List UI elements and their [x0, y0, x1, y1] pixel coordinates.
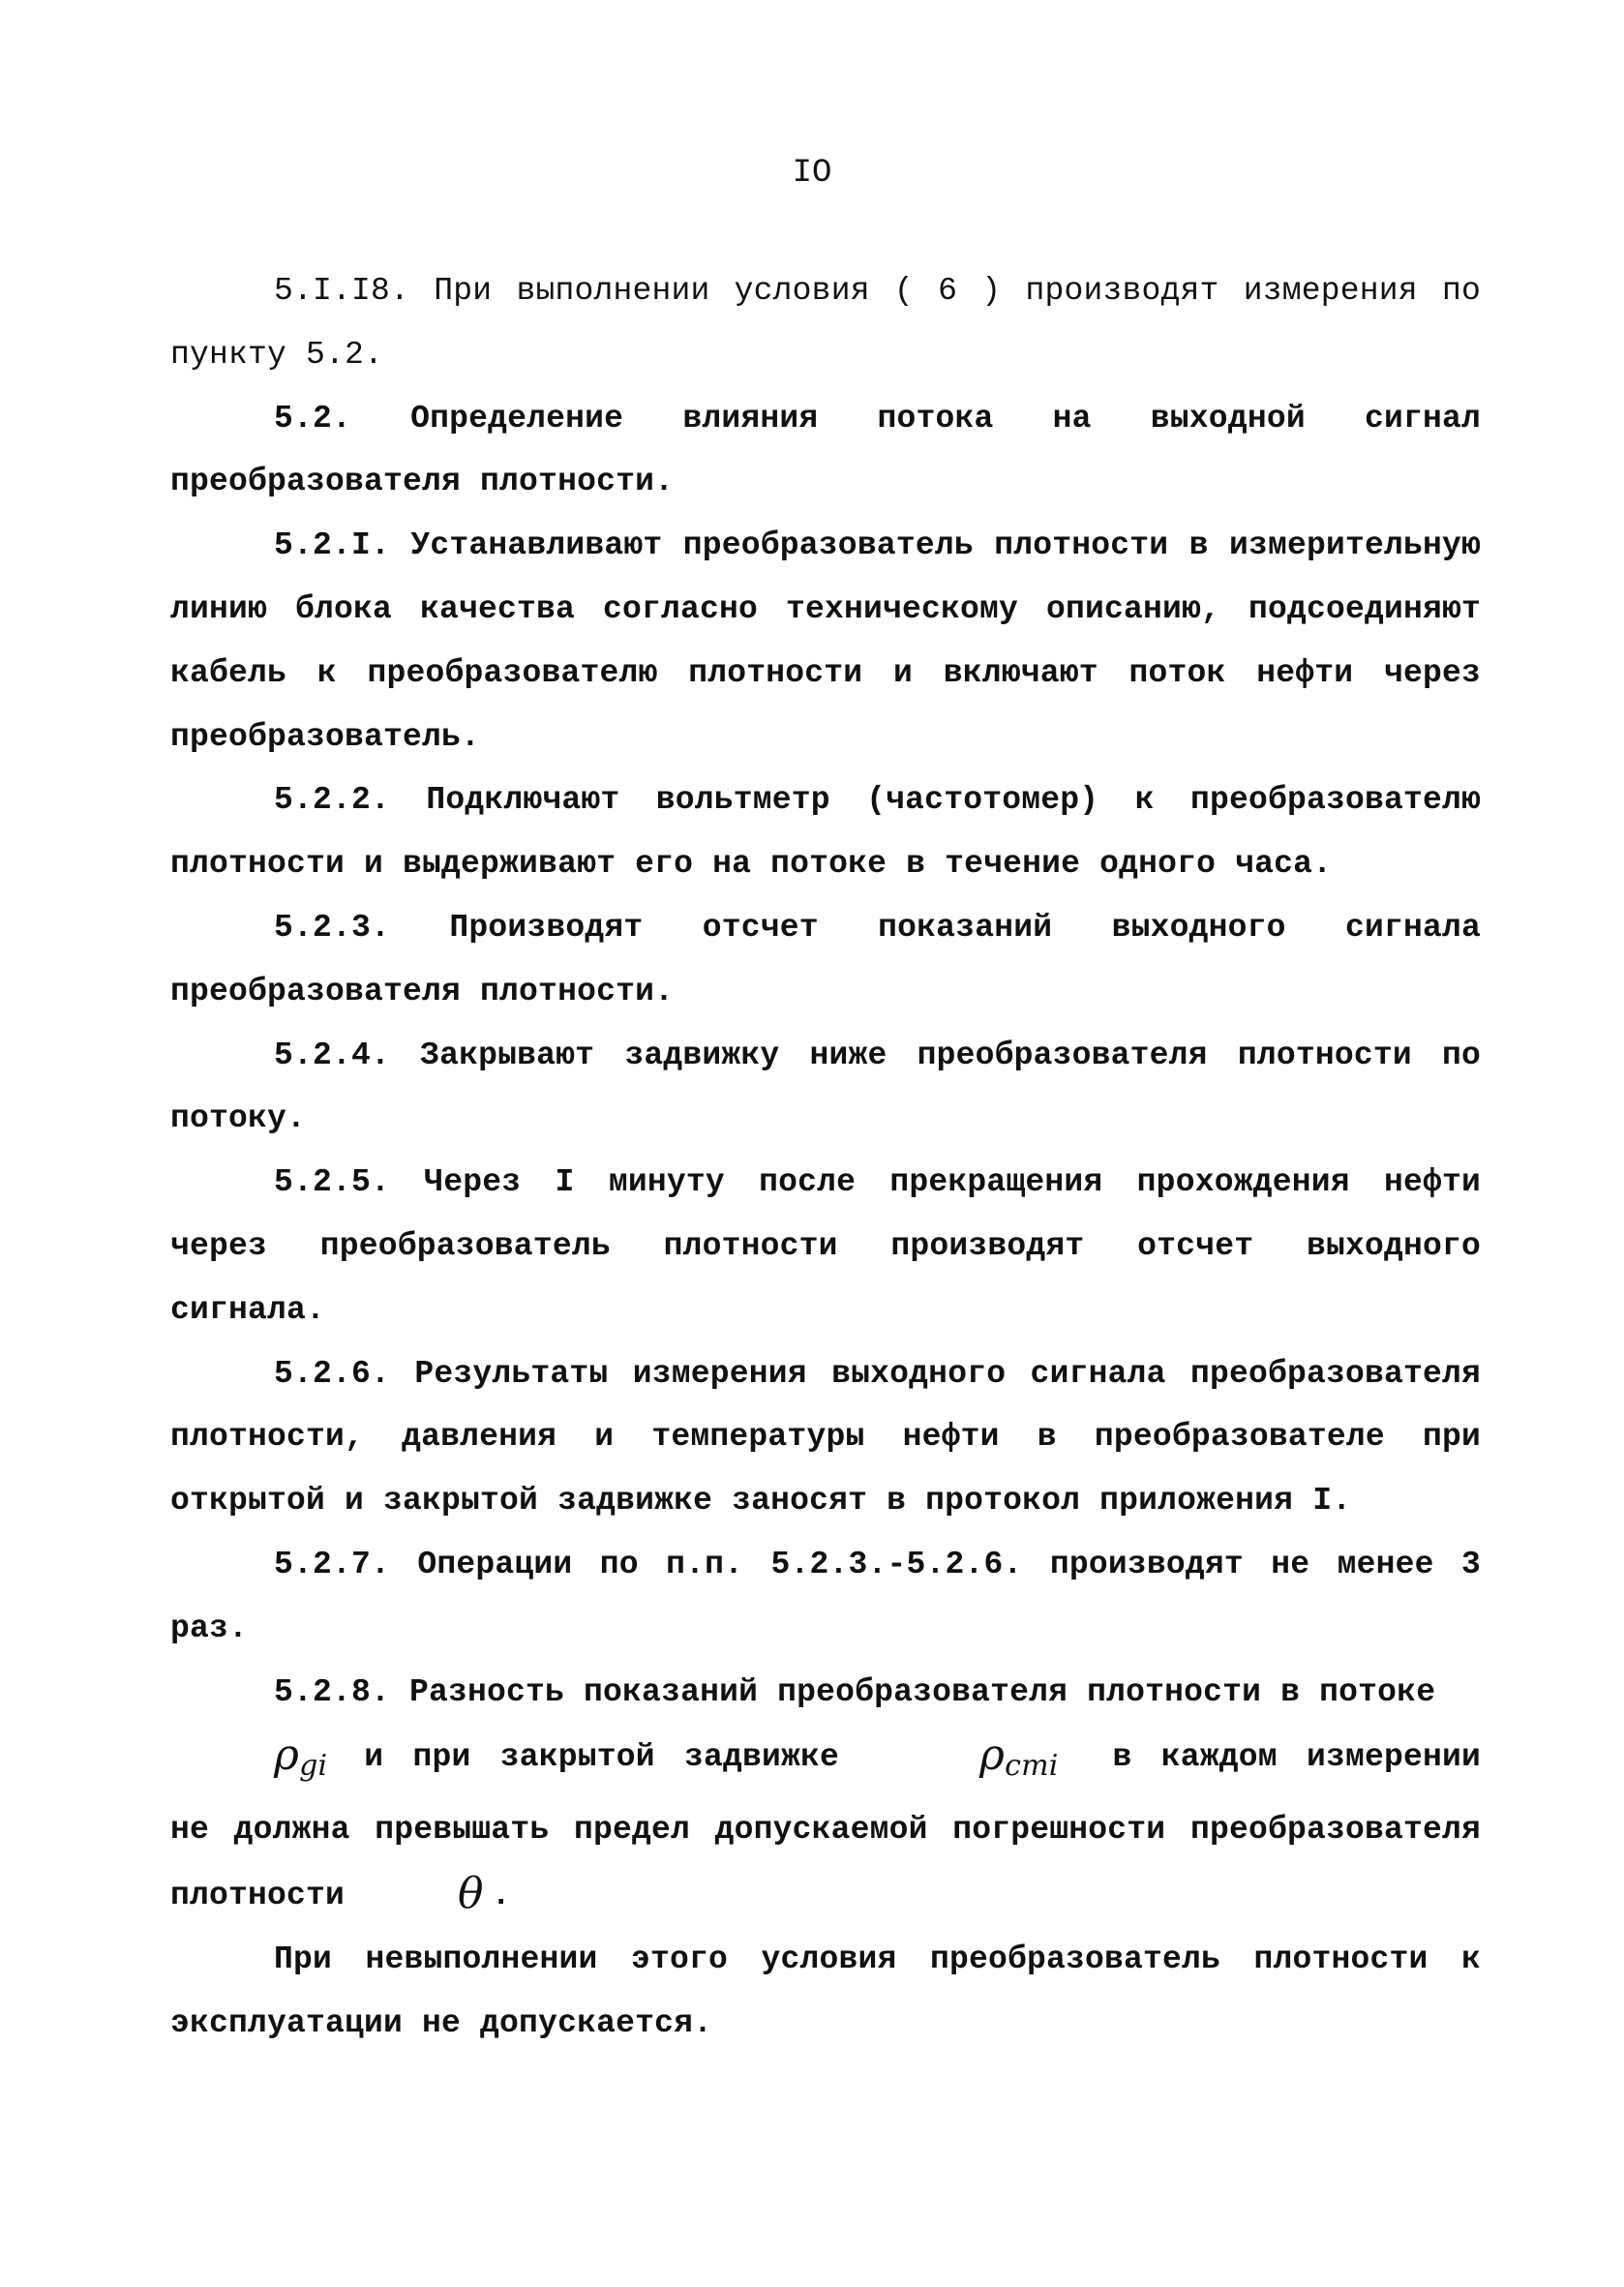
- paragraph-5-2-8-part3: в каждом измерении не должна превышать предел допускаемой погрешности преобразователя плотности: [170, 1739, 1481, 1913]
- paragraph-5-2-5: 5.2.5. Через I минуту после прекращения прохождения нефти через преобразователь плотности производят отсчет выходного сигнала.: [170, 1164, 1481, 1328]
- paragraph-5-2-3: 5.2.3. Производят отсчет показаний выходного сигнала преобразователя плотности.: [170, 909, 1481, 1009]
- rho-closed-subscript: cmi: [1005, 1749, 1059, 1784]
- paragraph-5-2-8-part4: .: [491, 1877, 511, 1913]
- rho-flow-base: ρ: [274, 1730, 300, 1781]
- paragraph-5-2-heading: 5.2. Определение влияния потока на выходной сигнал преобразователя плотности.: [170, 400, 1481, 500]
- document-body: [170, 259, 1481, 2055]
- paragraph-5-2-6: 5.2.6. Результаты измерения выходного сигнала преобразователя плотности, давления и температуры нефти в преобразователе при открытой и закрытой задвижке заносят в протокол приложения I.: [170, 1355, 1481, 1520]
- paragraph-5-2-4: 5.2.4. Закрывают задвижку ниже преобразователя плотности по потоку.: [170, 1037, 1481, 1137]
- theta-symbol: θ: [458, 1868, 484, 1918]
- paragraph-5-1-18: 5.I.I8. При выполнении условия ( 6 ) производят измерения по пункту 5.2.: [170, 273, 1481, 373]
- rho-flow-subscript: gi: [299, 1749, 328, 1784]
- paragraph-5-2-2: 5.2.2. Подключают вольтметр (частотомер) к преобразователю плотности и выдерживают его на потоке в течение одного часа.: [170, 782, 1481, 883]
- paragraph-5-2-8-part2: и при закрытой задвижке: [364, 1739, 839, 1776]
- paragraph-final: При невыполнении этого условия преобразователь плотности к эксплуатации не допускается.: [170, 1941, 1481, 2041]
- paragraph-5-2-7: 5.2.7. Операции по п.п. 5.2.3.-5.2.6. производят не менее 3 раз.: [170, 1546, 1481, 1646]
- rho-flow-symbol: [170, 1724, 327, 1798]
- paragraph-5-2-1: 5.2.I. Устанавливают преобразователь плотности в измерительную линию блока качества согласно техническому описанию, подсоединяют кабель к преобразователю плотности и включают поток нефти через преобразователь.: [170, 527, 1481, 755]
- page-number: IO: [792, 155, 832, 192]
- paragraph-5-2-8-part1: 5.2.8. Разность показаний преобразователя плотности в потоке: [274, 1673, 1436, 1710]
- rho-closed-symbol: [876, 1724, 1059, 1798]
- rho-closed-base: ρ: [978, 1730, 1006, 1781]
- paragraph-5-2-8: [170, 1661, 1481, 1928]
